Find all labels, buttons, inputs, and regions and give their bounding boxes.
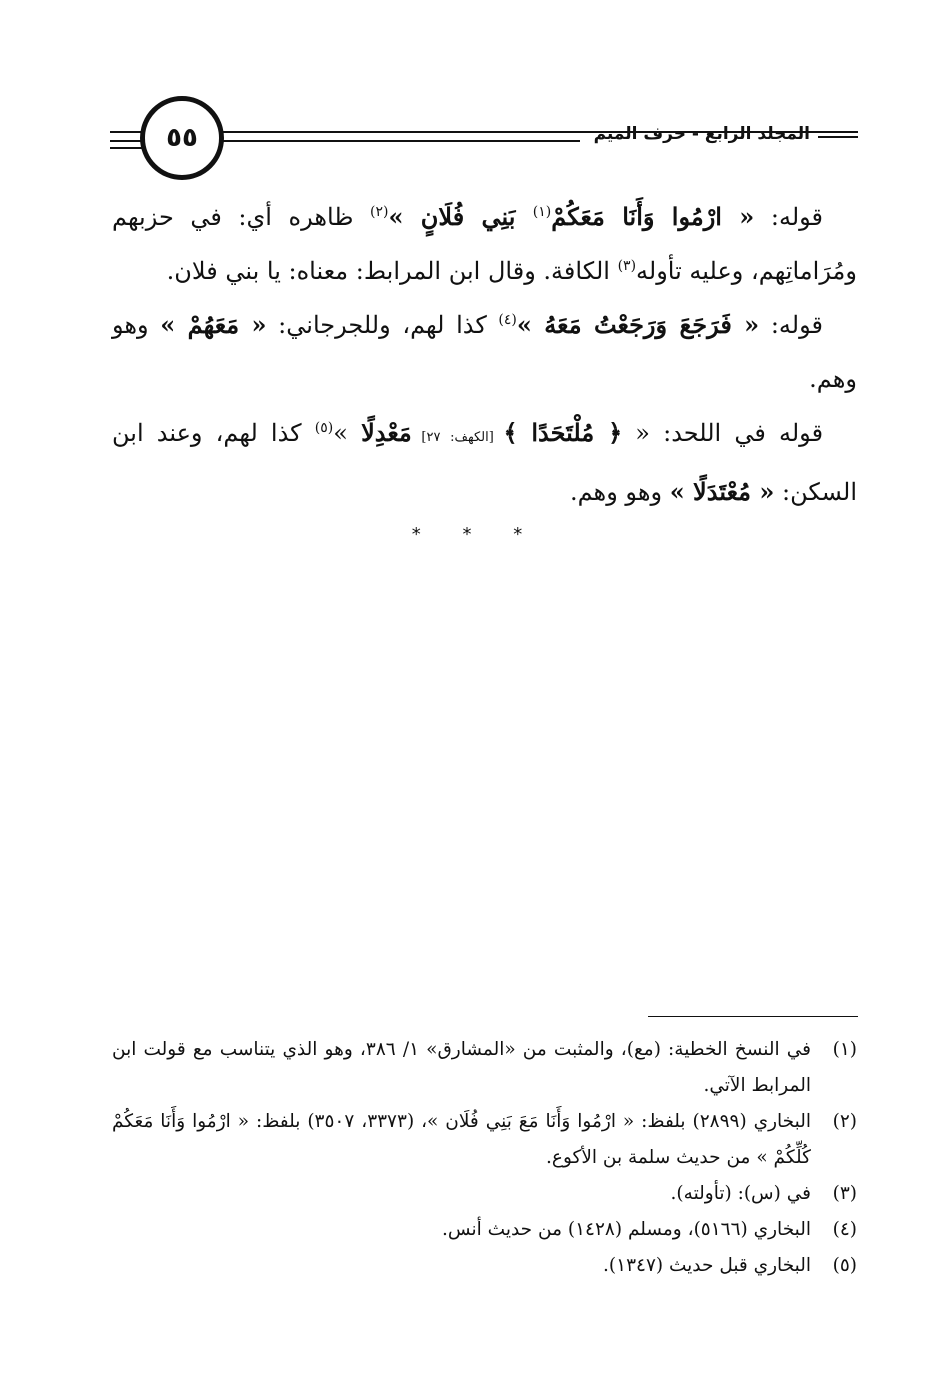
p3-ayah: ﴿ مُلْتَحَدًا ﴾ (503, 418, 623, 447)
p1-quote-a: « ارْمُوا وَأَنَا مَعَكُمْ (551, 202, 755, 231)
p3-lead: قوله في اللحد: « (622, 419, 824, 447)
footnote-ref-2: (٢) (370, 204, 389, 220)
p1-lead: قوله: (754, 203, 824, 231)
p1-rest-b: الكافة. وقال ابن المرابط: معناه: يا بني فلان. (166, 257, 618, 285)
paragraph-3 (112, 406, 857, 519)
footnote-text: في النسخ الخطية: (مع)، والمثبت من «المشارق» ١/ ٣٨٦، وهو الذي يتناسب مع قولت ابن المرابط الآتي. (112, 1039, 811, 1096)
section-separator: * * * (411, 524, 541, 545)
footnote-rule (648, 1016, 858, 1017)
page-number-text: ٥٥ (166, 123, 198, 153)
footnote-text: في (س): (تأولته). (670, 1183, 811, 1204)
paragraph-2 (112, 298, 857, 406)
footnote-1 (112, 1032, 857, 1104)
p3-close: » (333, 419, 362, 447)
footnote-ref-3: (٣) (617, 258, 637, 274)
running-header (594, 124, 858, 144)
footnote-number: (٤) (832, 1219, 857, 1240)
p2-quote: « فَرَجَعَ وَرَجَعْتُ مَعَهُ » (516, 310, 760, 339)
p3-quote: « مُعْتَدَلًا » (669, 477, 775, 506)
footnotes (112, 1032, 857, 1284)
p1-rest-a: ظاهره أي: في حزبهم ومُرَاماتِهم، وعليه تأوله (112, 203, 857, 285)
header-dash (818, 131, 858, 138)
p2-rest: كذا لهم، وللجرجاني: (266, 311, 499, 339)
footnote-number: (١) (832, 1039, 857, 1060)
footnote-number: (٢) (832, 1111, 857, 1132)
main-text (112, 190, 857, 519)
p2-lead: قوله: (759, 311, 823, 339)
page-number (140, 96, 224, 180)
footnote-text: البخاري قبل حديث (١٣٤٧). (603, 1255, 811, 1276)
footnote-number: (٥) (832, 1255, 857, 1276)
footnote-3 (112, 1176, 857, 1212)
paragraph-1 (112, 190, 857, 298)
p3-ayah-ref: [الكهف: ٢٧] (411, 430, 504, 445)
running-title: المجلد الرابع - حرف الميم (593, 124, 810, 144)
p1-quote-b: بَنِي فُلَانٍ » (388, 202, 533, 231)
footnote-5 (112, 1248, 857, 1284)
footnote-4 (112, 1212, 857, 1248)
footnote-number: (٣) (832, 1183, 857, 1204)
footnote-ref-1: (١) (532, 204, 552, 220)
p3-end: وهو وهم. (569, 478, 670, 506)
p3-word: مَعْدِلًا (361, 418, 412, 447)
footnote-2 (112, 1104, 857, 1176)
footnote-ref-5: (٥) (314, 420, 334, 436)
footnote-text: البخاري (٥١٦٦)، ومسلم (١٤٢٨) من حديث أنس. (442, 1219, 811, 1240)
footnote-text: البخاري (٢٨٩٩) بلفظ: « ارْمُوا وَأَنَا مَعَ بَنِي فُلَان »، (٣٣٧٣، ٣٥٠٧) بلفظ: « ارْمُوا وَأَنَا مَعَكُمْ كُلِّكُمْ » من حديث سلمة بن الأكوع. (112, 1111, 811, 1168)
p3-rest: كذا لهم، وعند ابن السكن: (112, 419, 857, 506)
p2-quote2: « مَعَهُمْ » (160, 310, 267, 339)
p2-end: وهو وهم. (112, 311, 857, 393)
footnote-ref-4: (٤) (498, 312, 517, 328)
